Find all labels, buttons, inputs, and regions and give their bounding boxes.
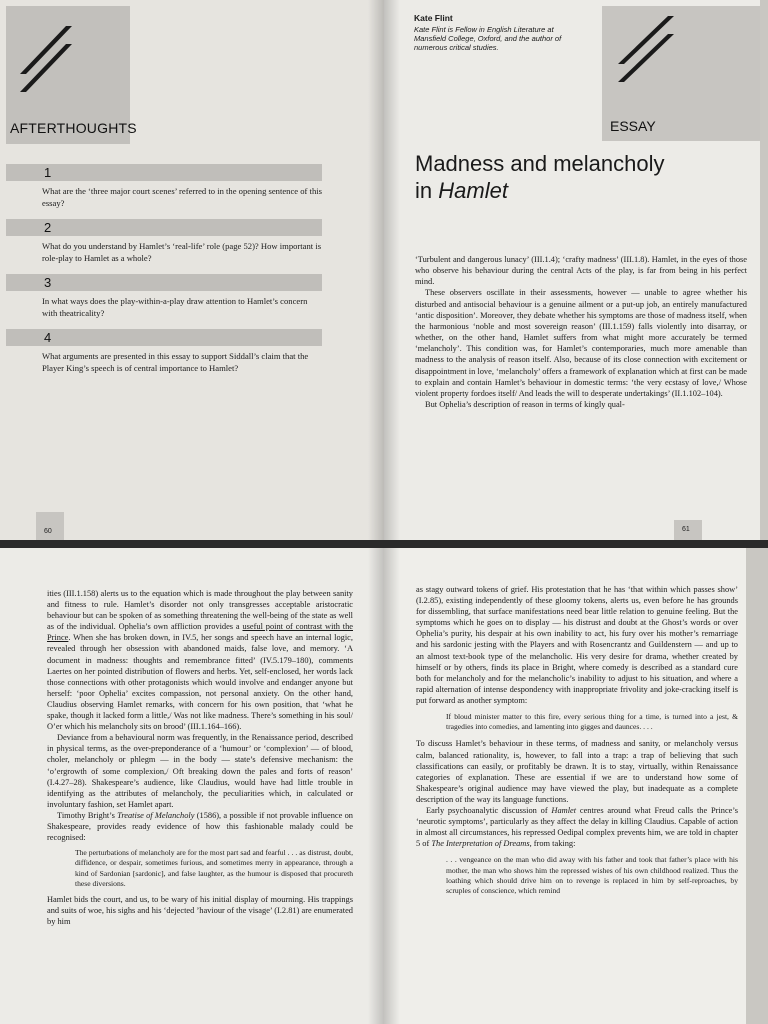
paragraph: These observers oscillate in their assessments, however — unable to agree whether his disturbed and antisocial behaviour is a genuine ailment or a put-up job, an entirely manufactured ‘antic disposition’. Moreover, they debate whether his symptoms are those of madness itself, when the harmonious ‘noble and most sovereign reason’ (III.1.159) falls violently into disarray, or whether, on the other hand, Hamlet suffers from what might more accurately be termed ‘melancholy’. This condition was, for Hamlet’s contemporaries, much more amenable than madness to the analysis of reason itself. Also, because of its close connection with excitement or disappointment in love, ‘melancholy’ offers a framework of explanation which at first can be made to explain and contain Hamlet’s behaviour in domestic terms: ‘the very ecstasy of love,/ Whose violent property fordoes itself/ And leads the will to desperate undertakings’ (II.1.102–104). (415, 288, 747, 398)
paragraph (47, 588, 353, 732)
author-note (414, 14, 564, 52)
question-text: What are the ‘three major court scenes’ referred to in the opening sentence of this essay? (42, 186, 322, 208)
gutter-shadow (368, 548, 384, 1024)
question-number: 3 (44, 275, 52, 290)
paragraph: ‘Turbulent and dangerous lunacy’ (III.1.4); ‘crafty madness’ (III.1.8). Hamlet, in the eyes of those who observe his behaviour during the central Acts of the play, is far from being in his perfect mind. (415, 255, 747, 287)
section-title: AFTERTHOUGHTS (10, 120, 137, 136)
book-title: Treatise of Melancholy (117, 810, 195, 820)
paragraph: Deviance from a behavioural norm was frequently, in the Renaissance period, described in physical terms, as the over-preponderance of a ‘humour’ or ‘complexion’ — of blood, choler, melancholy or phlegm — in the body — state’s defensive mechanism: the ‘o’ergrowth of some complexion,/ Oft breaking down the pales and forts of reason’ (I.4.27–28). Shakespeare’s audience, like Claudius, would have had little trouble in identifying as the attributes of melancholy, the peculiarities which, in calculated or involuntary fashion, set Hamlet apart. (47, 733, 353, 809)
page-60 (0, 0, 384, 540)
gutter-shadow (368, 0, 384, 540)
paragraph: But Ophelia’s description of reason in terms of kingly qual- (425, 400, 625, 410)
underlined-text: useful point of contrast with the Prince (47, 622, 353, 643)
page-63 (384, 548, 768, 1024)
question-number: 1 (44, 165, 52, 180)
block-quote: If bloud minister matter to this fire, every serious thing for a time, is turned into a jest, & tragedies into comedies, and lamenting into gigges and daunces. . . . (446, 712, 738, 732)
question-number: 4 (44, 330, 52, 345)
page-number: 61 (682, 526, 690, 533)
question-text: What do you understand by Hamlet’s ‘real-life’ role (page 52)? How important is role-play to Hamlet as a whole? (42, 241, 322, 263)
text-run: Early psychoanalytic discussion of (426, 806, 552, 815)
essay-title (415, 150, 745, 204)
question-number-bar (6, 274, 322, 291)
question-text: In what ways does the play-within-a-play draw attention to Hamlet’s concern with theatricality? (42, 296, 308, 318)
page-61 (384, 0, 768, 540)
text-run: centres around what Freud calls the Prince’s ‘neurotic symptoms’, particularly as they affect the delay in killing Claudius. Capable of action in almost all circumstances, his repressed Oedipal complex prevents him, we are told in chapter 5 of (416, 806, 738, 849)
text-run: , from taking: (529, 839, 576, 849)
page-edge (746, 548, 768, 1024)
block-quote: . . . vengeance on the man who did away with his father and took that father’s place with his mother, the man who shows him the repressed wishes of his own childhood realized. Thus the loathing which should drive him on to revenge is replaced in him by self-reproaches, by scruples of conscience, which remind (446, 855, 738, 895)
block-quote: The perturbations of melancholy are for the most part sad and fearful . . . as distrust, doubt, diffidence, or despair, sometimes furious, and sometimes merry in appearance, through a kind of Sardonian [sardonic], and false laughter, as the humour is disposed that procureth these diversions. (75, 848, 353, 888)
title-line (415, 177, 745, 204)
essay-body (416, 584, 738, 902)
question-text: What arguments are presented in this essay to support Siddall’s claim that the Player King’s speech is of central importance to Hamlet? (42, 351, 309, 373)
text-run: ities (III.1.158) alerts us to the equation which is made throughout the play between sanity and fitness to rule. Hamlet’s disorder not only transgresses acceptable aristocratic behaviour but can be spoken of as something threatening the well-being of the state as well as of the individual. Ophelia’s own affliction provides a (47, 589, 353, 632)
question-number: 2 (44, 220, 52, 235)
paragraph: To discuss Hamlet’s behaviour in these terms, of madness and sanity, or melancholy versus calm, balanced rationality, is, however, to fall into a trap: a trap of believing that such classifications can easily, or profitably be drawn. It is to stay, virtually, within Renaissance categories of explanation. These are essential if we are to understand how some of Shakespeare’s original audience may have viewed the play, but inadequate as a complete description of the way its language functions. (416, 739, 738, 804)
page-edge (760, 0, 768, 540)
essay-body (47, 588, 353, 927)
section-label: ESSAY (610, 118, 656, 134)
paragraph (416, 805, 738, 849)
text-run: . When she has broken down, in IV.5, her songs and speech have an internal logic, revealed through her obsession with abandoned maids, false love, and memory. ‘A document in madness: thoughts and remembrance fitted’ (IV.5.179–180), comments Laertes on her pointed distribution of flowers and herbs. Yet, self-enclosed, her words lack those connections with other protagonists which would involve and endanger anyone but herself: ‘poor Ophelia’ excites compassion, not personal anxiety. On the other hand, Claudius observing Hamlet remarks, with concern for his own position, that ‘what he spake, though it lacked form a little,/ Was not like madness. There’s something in his soul/ O’er which his melancholy sits on brood’ (III.1.164–166). (47, 633, 353, 732)
text-run: Timothy Bright’s (57, 810, 118, 820)
bleed-through-text (140, 10, 370, 150)
title-prefix: in (415, 178, 439, 203)
book-title: The Interpretation of Dreams (431, 839, 530, 849)
diagonal-stripes-graphic (6, 6, 130, 116)
gutter-shadow (384, 0, 400, 540)
text-run: (1586), a possible if not provable influence on Shakespeare, provides ready evidence of how this fashionable malady could be recognised: (47, 810, 353, 843)
diagonal-stripes-graphic (602, 6, 768, 116)
author-bio: Kate Flint is Fellow in English Literature at Mansfield College, Oxford, and the author of numerous critical studies. (414, 25, 562, 52)
paragraph: as stagy outward tokens of grief. His protestation that he has ‘that within which passes show’ (I.2.85), existing independently of these gloomy tokens, alerts us, even before he has grounds for dissembling, that surface manifestations need bear little relation to genuine feeling. But the symptoms which he goes on to display — his distrust and doubt at the Ghost’s words or over Ophelia’s purity, his despair at his own inability to act, his fury over his mother’s remarriage and his sardonic jesting with the Players and with Rosencrantz and Guildenstern — and up to an almost text-book type of the melancholic. His very desire for drama, whether created by himself or by others, finds its place in Bright, where comedy is described as a standard cure both for melancholy and for the melancholic’s inability to adjust to his situation, and where a rapid alternation of intense despondency with inappropriate frivolity and joke-cracking itself is put forward as another symptom: (416, 585, 738, 705)
gutter-shadow (384, 548, 400, 1024)
paragraph (47, 810, 353, 843)
question-number-bar (6, 164, 322, 181)
title-italic: Hamlet (438, 178, 508, 203)
question-number-bar (6, 219, 322, 236)
title-line: Madness and melancholy (415, 151, 665, 176)
page-62 (0, 548, 384, 1024)
essay-body (415, 254, 747, 410)
italic-text: Hamlet (551, 806, 577, 815)
author-name: Kate Flint (414, 13, 453, 23)
page-number-tab (36, 512, 64, 540)
paragraph: Hamlet bids the court, and us, to be wary of his initial display of mourning. His trappings and suits of woe, his sighs and his ‘dejected ’haviour of the visage’ (I.2.81) are enumerated by him (47, 894, 353, 927)
question-number-bar (6, 329, 322, 346)
page-number: 60 (44, 528, 52, 535)
